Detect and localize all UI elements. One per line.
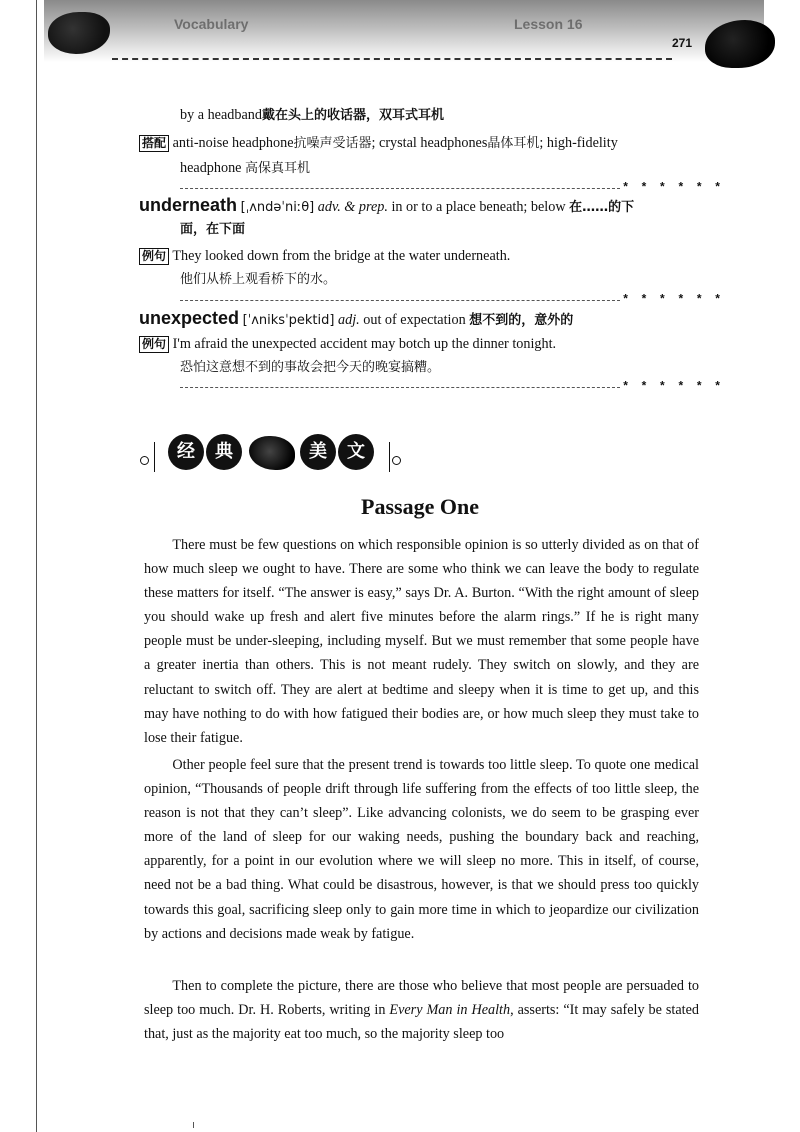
collocation-cn-2: 晶体耳机: [487, 136, 540, 151]
entry-separator: [180, 300, 620, 301]
running-head-label: Vocabulary: [174, 16, 249, 32]
collocation-line-1: [139, 134, 618, 153]
page-number: 271: [672, 36, 693, 50]
example-tag: 例句: [139, 248, 169, 265]
passage-paragraph-1: There must be few questions on which responsible opinion is so utterly divided as on that of how much sleep we ought to have. There are some who think we can leave the body to regulate these matters for itself. “The answer is easy,” says Dr. A. Burton. “With the right amount of sleep you should wake up fresh and alert five minutes before the alarm rings.” If he is right many people must be under-sleeping, including myself. But we must remember that some people have a greater inertia than others. This is not meant rudely. They switch on slowly, and they are reluctant to switch off. They are alert at bedtime and sleepy when it is time to get up, and this may have nothing to do with how fatigued their bodies are, or how much sleep they must take to lose their fatigue.: [144, 537, 699, 746]
section-char: 典: [206, 434, 242, 470]
collocation-en-3: ; high-fidelity: [539, 135, 618, 151]
example-tag: 例句: [139, 336, 169, 353]
unexpected-cn-definition: 想不到的，意外的: [469, 313, 574, 328]
footer-tick: [193, 1122, 194, 1128]
header-ornament-right: [705, 20, 775, 68]
collocation-tag: 搭配: [139, 135, 169, 152]
header-divider: [112, 58, 672, 60]
unexpected-pos: adj.: [338, 312, 360, 328]
unexpected-example: [139, 335, 556, 353]
collocation-en-1: anti-noise headphone: [172, 135, 294, 151]
underneath-pos: adv. & prep.: [317, 199, 388, 215]
collocation-en-4: headphone: [180, 160, 246, 176]
underneath-phonetic: [ˌʌndəˈniːθ]: [240, 200, 315, 215]
underneath-example-cn: 他们从桥上观看桥下的水。: [180, 272, 337, 287]
collocation-cn-1: 抗噪声受话器: [293, 136, 372, 151]
headband-tail-cn: 戴在头上的收话器，双耳式耳机: [261, 108, 444, 123]
unexpected-example-en: I'm afraid the unexpected accident may botch up the dinner tonight.: [172, 336, 557, 352]
entry-separator: [180, 387, 620, 388]
collocation-cn-3: 高保真耳机: [245, 161, 311, 176]
underneath-definition: in or to a place beneath; below: [391, 199, 566, 215]
paragraph-3-text-b: , asserts: “It may safely be stated that, just as the majority eat too much, so the majority sleep too: [144, 1002, 700, 1043]
unexpected-phonetic: [ˈʌniksˈpektid]: [242, 313, 335, 328]
paragraph-3-text-a: Then to complete the picture, there are those who believe that most people are persuaded to sleep too much. Dr. H. Roberts, writing in: [144, 978, 699, 1019]
underneath-headword-line: [139, 196, 634, 217]
entry-stars: * * * * * *: [622, 181, 724, 195]
section-char: 美: [300, 434, 336, 470]
underneath-cn-definition: 在……的下: [569, 200, 635, 215]
running-header-band: [44, 0, 764, 62]
section-char: 文: [338, 434, 374, 470]
passage-paragraph-2: Other people feel sure that the present trend is towards too little sleep. To quote one medical opinion, “Thousands of people drift through life suffering from the effects of too little sleep, the reason is not that they can’t sleep”. Like advancing colonists, we do seem to be grasping ever more of the land of sleep for our waking needs, pushing the boundary back and reaching, apparently, for a point in our evolution where we will sleep no more. This in itself, of course, need not be a bad thing. What could be disastrous, however, is that we should press too quickly towards this goal, sacrificing sleep only to gain more time in which to jeopardize our civilization by actions and decisions made weak by fatigue.: [144, 757, 699, 942]
passage-paragraph-3: [144, 974, 699, 1046]
collocation-line-2: [180, 159, 310, 178]
underneath-cn-definition-cont: 面，在下面: [180, 222, 246, 237]
entry-stars: * * * * * *: [622, 293, 724, 307]
passage-title: Passage One: [361, 494, 479, 519]
headband-definition-tail: [180, 106, 444, 125]
unexpected-headword: unexpected: [139, 308, 240, 328]
entry-separator: [180, 188, 620, 189]
book-title: Every Man in Health: [389, 1002, 511, 1019]
section-title-classic-essays: [140, 430, 410, 480]
underneath-example: [139, 247, 510, 265]
unexpected-headword-line: [139, 309, 573, 330]
unexpected-definition: out of expectation: [363, 312, 466, 328]
lesson-label: Lesson 16: [514, 16, 583, 32]
binding-line: [36, 0, 37, 1132]
entry-stars: * * * * * *: [622, 380, 724, 394]
unexpected-example-cn: 恐怕这意想不到的事故会把今天的晚宴搞糟。: [180, 360, 441, 375]
headband-tail-en: by a headband: [180, 107, 262, 123]
section-char: 经: [168, 434, 204, 470]
underneath-headword: underneath: [139, 195, 238, 215]
underneath-example-en: They looked down from the bridge at the water underneath.: [172, 248, 511, 264]
ornament-dot: [392, 456, 401, 465]
collocation-en-2: ; crystal headphones: [371, 135, 488, 151]
ornament-dot: [140, 456, 149, 465]
